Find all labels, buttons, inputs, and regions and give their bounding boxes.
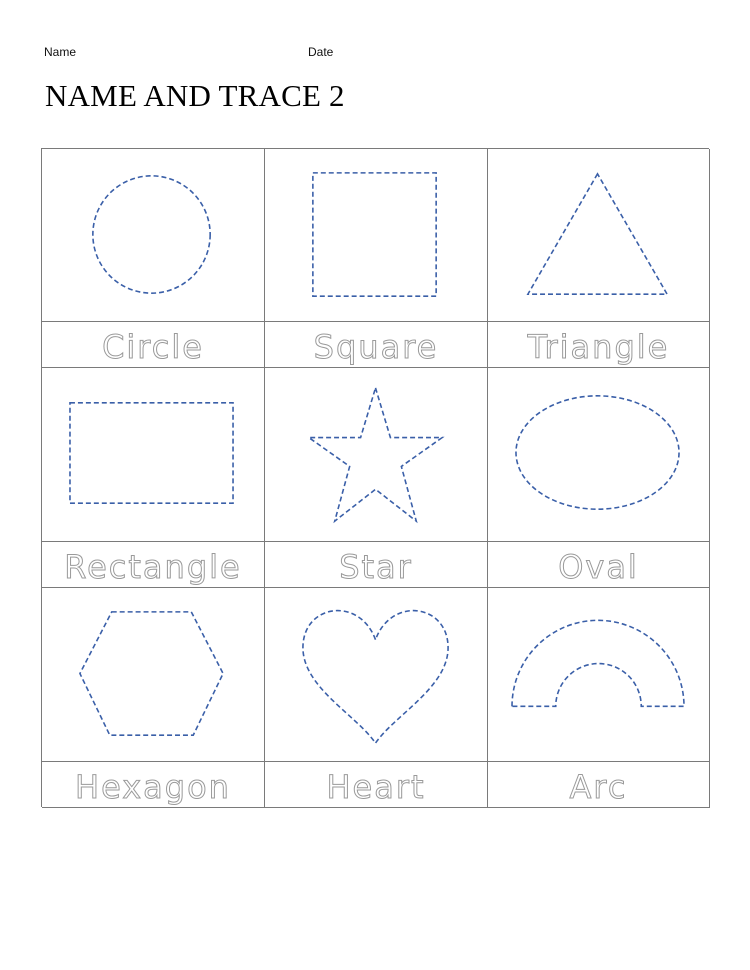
triangle-icon xyxy=(488,149,709,321)
shape-cell-circle xyxy=(42,149,265,322)
name-cell-arc xyxy=(488,762,710,808)
name-cell-square xyxy=(265,322,488,368)
trace-word-square: Square xyxy=(313,327,439,366)
shapes-grid xyxy=(41,148,709,807)
trace-word-triangle: Triangle xyxy=(527,327,670,366)
rectangle-icon xyxy=(42,368,264,541)
arc-icon xyxy=(488,588,709,761)
trace-word-star: Star xyxy=(339,547,413,586)
page-title: NAME AND TRACE 2 xyxy=(45,78,345,113)
trace-word-circle: Circle xyxy=(102,327,204,366)
shape-cell-rectangle xyxy=(42,368,265,542)
shape-cell-oval xyxy=(488,368,710,542)
heart-icon xyxy=(265,588,487,761)
circle-icon xyxy=(42,149,264,321)
name-cell-hexagon xyxy=(42,762,265,808)
shape-cell-hexagon xyxy=(42,588,265,762)
hexagon-icon xyxy=(42,588,264,761)
trace-word-oval: Oval xyxy=(558,547,639,586)
name-cell-rectangle xyxy=(42,542,265,588)
name-cell-star xyxy=(265,542,488,588)
name-cell-circle xyxy=(42,322,265,368)
shape-cell-star xyxy=(265,368,488,542)
square-icon xyxy=(265,149,487,321)
trace-word-hexagon: Hexagon xyxy=(75,767,231,806)
shape-cell-triangle xyxy=(488,149,710,322)
date-label: Date xyxy=(308,45,334,59)
shape-cell-heart xyxy=(265,588,488,762)
oval-icon xyxy=(488,368,709,541)
trace-word-arc: Arc xyxy=(569,767,628,806)
name-cell-heart xyxy=(265,762,488,808)
trace-word-heart: Heart xyxy=(326,767,426,806)
trace-word-rectangle: Rectangle xyxy=(64,547,242,586)
name-label: Name xyxy=(44,45,77,59)
name-cell-triangle xyxy=(488,322,710,368)
star-icon xyxy=(265,368,487,541)
name-cell-oval xyxy=(488,542,710,588)
shape-cell-arc xyxy=(488,588,710,762)
shape-cell-square xyxy=(265,149,488,322)
